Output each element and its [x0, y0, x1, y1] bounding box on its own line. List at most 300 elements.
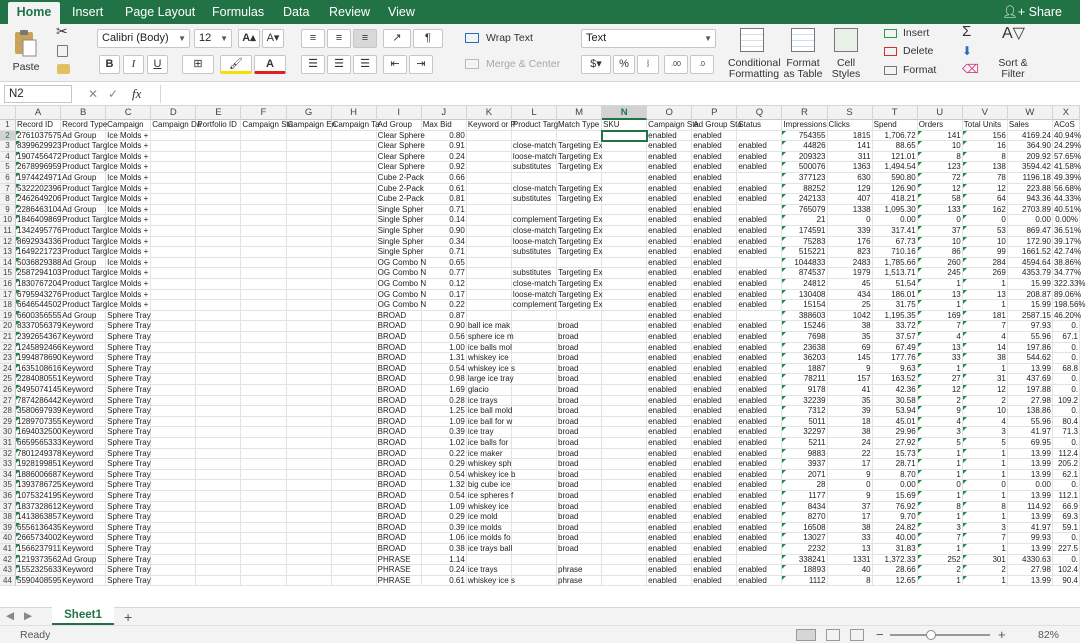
cell[interactable] — [196, 576, 241, 587]
cell[interactable] — [422, 555, 467, 566]
row-header[interactable]: 14 — [0, 258, 16, 269]
cell[interactable] — [692, 237, 737, 248]
cell[interactable] — [1053, 480, 1080, 491]
cell[interactable] — [918, 321, 963, 332]
cell[interactable] — [963, 311, 1008, 322]
cell[interactable] — [332, 247, 377, 258]
cell[interactable] — [782, 353, 827, 364]
cell[interactable] — [602, 300, 647, 311]
cell[interactable] — [241, 205, 286, 216]
cell[interactable] — [1053, 173, 1080, 184]
column-title[interactable] — [467, 120, 516, 131]
cell[interactable] — [422, 162, 467, 173]
cell[interactable] — [422, 449, 467, 460]
column-title[interactable] — [512, 120, 557, 131]
cell[interactable] — [873, 555, 918, 566]
cell[interactable] — [287, 555, 332, 566]
cell[interactable] — [241, 300, 286, 311]
cell[interactable] — [241, 226, 286, 237]
cell[interactable] — [16, 162, 61, 173]
row-header[interactable]: 13 — [0, 247, 16, 258]
cell[interactable] — [241, 215, 286, 226]
cell[interactable] — [1008, 449, 1053, 460]
cell[interactable] — [963, 184, 1008, 195]
cell[interactable] — [106, 353, 151, 364]
column-header-s[interactable]: S — [828, 106, 873, 120]
cell[interactable] — [602, 374, 647, 385]
cell[interactable] — [692, 449, 737, 460]
cell[interactable] — [16, 194, 61, 205]
cell[interactable] — [828, 184, 873, 195]
cell[interactable] — [647, 512, 692, 523]
cell[interactable] — [241, 152, 286, 163]
cell[interactable] — [963, 194, 1008, 205]
cell[interactable] — [828, 247, 873, 258]
column-title[interactable] — [963, 120, 1008, 131]
cell[interactable] — [467, 215, 512, 226]
cell[interactable] — [737, 247, 782, 258]
cell[interactable] — [918, 438, 963, 449]
cell[interactable] — [106, 385, 151, 396]
cell[interactable] — [332, 449, 377, 460]
cell[interactable] — [196, 449, 241, 460]
cell[interactable] — [737, 162, 782, 173]
cell[interactable] — [692, 555, 737, 566]
cell[interactable] — [692, 162, 737, 173]
cell[interactable] — [106, 184, 151, 195]
cell[interactable] — [106, 417, 151, 428]
cell[interactable] — [241, 247, 286, 258]
cell[interactable] — [332, 417, 377, 428]
cell[interactable] — [1053, 247, 1080, 258]
cell[interactable] — [692, 141, 737, 152]
cell[interactable] — [61, 152, 106, 163]
cell[interactable] — [692, 300, 737, 311]
cell[interactable] — [332, 555, 377, 566]
cell[interactable] — [647, 533, 692, 544]
row-header[interactable]: 2 — [0, 131, 16, 142]
cell[interactable] — [647, 162, 692, 173]
cell[interactable] — [241, 332, 286, 343]
cell[interactable] — [1008, 427, 1053, 438]
cell[interactable] — [782, 512, 827, 523]
cell[interactable] — [963, 427, 1008, 438]
cell[interactable] — [1008, 364, 1053, 375]
cell[interactable] — [422, 300, 467, 311]
sort-filter-button[interactable] — [994, 25, 1032, 80]
cell[interactable] — [692, 396, 737, 407]
cell[interactable] — [963, 449, 1008, 460]
cell[interactable] — [828, 226, 873, 237]
cell[interactable] — [332, 544, 377, 555]
cell[interactable] — [467, 332, 512, 343]
cell[interactable] — [647, 321, 692, 332]
cell[interactable] — [602, 449, 647, 460]
cell[interactable] — [873, 417, 918, 428]
cell[interactable] — [557, 576, 602, 587]
cell[interactable] — [106, 533, 151, 544]
cell[interactable] — [873, 279, 918, 290]
cell[interactable] — [1053, 565, 1080, 576]
cell[interactable] — [692, 427, 737, 438]
cell[interactable] — [963, 512, 1008, 523]
cell[interactable] — [287, 173, 332, 184]
cell[interactable] — [512, 491, 557, 502]
cell[interactable] — [647, 332, 692, 343]
cell[interactable] — [963, 237, 1008, 248]
row-header[interactable]: 17 — [0, 290, 16, 301]
cell[interactable] — [737, 131, 782, 142]
cell[interactable] — [828, 353, 873, 364]
cell[interactable] — [467, 512, 512, 523]
cell[interactable] — [106, 194, 151, 205]
cell[interactable] — [692, 565, 737, 576]
italic-button[interactable]: I — [123, 55, 144, 74]
cell[interactable] — [918, 470, 963, 481]
row-header[interactable]: 15 — [0, 268, 16, 279]
cell[interactable] — [963, 279, 1008, 290]
cell[interactable] — [602, 459, 647, 470]
cell[interactable] — [737, 502, 782, 513]
cell[interactable] — [16, 480, 61, 491]
cell[interactable] — [782, 374, 827, 385]
cell[interactable] — [377, 215, 422, 226]
cell[interactable] — [196, 268, 241, 279]
cell[interactable] — [332, 470, 377, 481]
cell[interactable] — [287, 438, 332, 449]
cell[interactable] — [467, 544, 512, 555]
cell[interactable] — [467, 427, 512, 438]
cell[interactable] — [1008, 544, 1053, 555]
decrease-font-icon[interactable]: A▾ — [262, 29, 284, 48]
column-title[interactable] — [1053, 120, 1080, 131]
cell[interactable] — [512, 162, 557, 173]
cell[interactable] — [332, 215, 377, 226]
row-header[interactable]: 30 — [0, 427, 16, 438]
font-size-select[interactable] — [194, 29, 232, 48]
paste-button[interactable] — [8, 28, 44, 78]
cell[interactable] — [602, 427, 647, 438]
cell[interactable] — [602, 523, 647, 534]
cell[interactable] — [61, 470, 106, 481]
cell[interactable] — [873, 406, 918, 417]
column-title[interactable] — [873, 120, 918, 131]
cell[interactable] — [151, 237, 196, 248]
cell[interactable] — [467, 406, 512, 417]
cell[interactable] — [918, 512, 963, 523]
row-header[interactable]: 28 — [0, 406, 16, 417]
cell[interactable] — [332, 576, 377, 587]
decrease-indent-icon[interactable]: ⇤ — [383, 55, 407, 74]
cell[interactable] — [377, 237, 422, 248]
cell[interactable] — [828, 417, 873, 428]
column-title[interactable] — [692, 120, 742, 131]
cell[interactable] — [737, 321, 782, 332]
cell[interactable] — [1053, 374, 1080, 385]
cell[interactable] — [918, 427, 963, 438]
cell[interactable] — [963, 162, 1008, 173]
cell[interactable] — [151, 502, 196, 513]
cell[interactable] — [61, 565, 106, 576]
cell[interactable] — [873, 512, 918, 523]
row-header[interactable]: 35 — [0, 480, 16, 491]
cell[interactable] — [963, 491, 1008, 502]
cell[interactable] — [557, 343, 602, 354]
cell[interactable] — [1053, 470, 1080, 481]
column-header-d[interactable]: D — [151, 106, 196, 120]
cell[interactable] — [61, 321, 106, 332]
cell[interactable] — [782, 449, 827, 460]
cell[interactable] — [61, 364, 106, 375]
cell[interactable] — [377, 289, 427, 301]
cell[interactable] — [1053, 226, 1080, 237]
cell[interactable] — [873, 470, 918, 481]
cell[interactable] — [782, 268, 827, 279]
cell[interactable] — [16, 523, 61, 534]
cell[interactable] — [647, 237, 692, 248]
cell[interactable] — [1053, 237, 1080, 248]
cell[interactable] — [918, 406, 963, 417]
cell[interactable] — [873, 321, 918, 332]
cell[interactable] — [61, 194, 106, 205]
cell[interactable] — [241, 173, 286, 184]
cell[interactable] — [602, 406, 647, 417]
cell[interactable] — [422, 258, 467, 269]
font-name-select[interactable] — [97, 29, 190, 48]
cell[interactable] — [828, 491, 873, 502]
cell[interactable] — [16, 152, 61, 163]
cell[interactable] — [16, 353, 61, 364]
cell[interactable] — [287, 268, 332, 279]
cell[interactable] — [737, 491, 782, 502]
cell[interactable] — [61, 555, 106, 566]
cell[interactable] — [828, 141, 873, 152]
cell[interactable] — [467, 268, 512, 279]
cell[interactable] — [377, 480, 422, 491]
cell[interactable] — [512, 374, 557, 385]
cell[interactable] — [467, 396, 512, 407]
cell[interactable] — [602, 438, 647, 449]
cell[interactable] — [918, 576, 963, 587]
cell[interactable] — [196, 427, 241, 438]
cell[interactable] — [602, 332, 647, 343]
cell[interactable] — [287, 290, 332, 301]
cell[interactable] — [377, 151, 425, 163]
cell[interactable] — [602, 480, 647, 491]
cell[interactable] — [692, 226, 737, 237]
cell[interactable] — [918, 247, 963, 258]
cell[interactable] — [692, 279, 737, 290]
cell[interactable] — [557, 491, 602, 502]
cell[interactable] — [151, 343, 196, 354]
cell[interactable] — [196, 459, 241, 470]
cell[interactable] — [241, 141, 286, 152]
cell[interactable] — [241, 131, 286, 142]
cell[interactable] — [377, 533, 422, 544]
cell[interactable] — [828, 512, 873, 523]
cell[interactable] — [737, 512, 782, 523]
cell[interactable] — [1053, 438, 1080, 449]
cell[interactable] — [647, 343, 692, 354]
cell[interactable] — [151, 268, 196, 279]
row-header[interactable]: 44 — [0, 576, 16, 587]
column-header-w[interactable]: W — [1008, 106, 1053, 120]
cell[interactable] — [377, 555, 422, 566]
cell[interactable] — [873, 427, 918, 438]
cell[interactable] — [196, 353, 241, 364]
cell[interactable] — [332, 131, 377, 142]
cell[interactable] — [557, 427, 602, 438]
cell[interactable] — [963, 576, 1008, 587]
cell[interactable] — [918, 300, 963, 311]
decrease-decimal-icon[interactable]: .0 — [690, 55, 714, 74]
cell[interactable] — [918, 205, 963, 216]
cell[interactable] — [467, 523, 512, 534]
cell[interactable] — [512, 131, 557, 142]
cell[interactable] — [873, 184, 918, 195]
cell[interactable] — [918, 194, 963, 205]
cell[interactable] — [377, 470, 422, 481]
format-painter-icon[interactable] — [57, 64, 70, 74]
cell[interactable] — [1008, 194, 1053, 205]
cell[interactable] — [692, 131, 737, 142]
cell[interactable] — [647, 364, 692, 375]
cell[interactable] — [377, 364, 422, 375]
cell[interactable] — [61, 258, 106, 269]
cell[interactable] — [1008, 290, 1053, 301]
name-box[interactable]: N2 — [4, 85, 72, 103]
cell[interactable] — [241, 480, 286, 491]
cell[interactable] — [828, 194, 873, 205]
cell[interactable] — [918, 523, 963, 534]
cell[interactable] — [828, 279, 873, 290]
cell[interactable] — [16, 565, 61, 576]
cell[interactable] — [332, 480, 377, 491]
cell[interactable] — [828, 565, 873, 576]
row-header[interactable]: 25 — [0, 374, 16, 385]
cell[interactable] — [963, 385, 1008, 396]
cell[interactable] — [647, 470, 692, 481]
cell[interactable] — [782, 247, 827, 258]
tab-insert[interactable]: Insert — [72, 5, 104, 19]
cell[interactable] — [332, 438, 377, 449]
cell[interactable] — [557, 215, 602, 226]
column-header-a[interactable]: A — [16, 106, 61, 120]
cell[interactable] — [151, 226, 196, 237]
cell[interactable] — [287, 523, 332, 534]
cell[interactable] — [377, 141, 425, 152]
cell[interactable] — [61, 131, 106, 142]
cell[interactable] — [332, 194, 377, 205]
cell[interactable] — [512, 565, 557, 576]
cell[interactable] — [151, 374, 196, 385]
cell[interactable] — [16, 576, 61, 587]
cell[interactable] — [467, 374, 512, 385]
cell[interactable] — [241, 374, 286, 385]
column-title[interactable] — [151, 120, 202, 131]
cell[interactable] — [1053, 353, 1080, 364]
cell[interactable] — [782, 194, 827, 205]
cell[interactable] — [332, 184, 377, 195]
cell[interactable] — [422, 459, 467, 470]
cell[interactable] — [377, 512, 422, 523]
row-header[interactable]: 23 — [0, 353, 16, 364]
cell[interactable] — [467, 290, 512, 301]
cell[interactable] — [737, 226, 782, 237]
cell[interactable] — [557, 396, 602, 407]
cell[interactable] — [467, 205, 512, 216]
column-title[interactable] — [196, 120, 241, 131]
cell[interactable] — [557, 184, 602, 195]
cell[interactable] — [377, 173, 422, 184]
cell[interactable] — [737, 184, 782, 195]
cell[interactable] — [287, 406, 332, 417]
column-title[interactable] — [16, 120, 61, 131]
cell[interactable] — [287, 364, 332, 375]
cell[interactable] — [918, 364, 963, 375]
cell[interactable] — [241, 311, 286, 322]
cell[interactable] — [602, 162, 647, 173]
cell[interactable] — [196, 321, 241, 332]
cell[interactable] — [422, 247, 467, 258]
row-header[interactable]: 37 — [0, 502, 16, 513]
cell[interactable] — [287, 184, 332, 195]
cell[interactable] — [692, 417, 737, 428]
cell[interactable] — [557, 533, 602, 544]
cell[interactable] — [1008, 491, 1053, 502]
cell[interactable] — [737, 417, 782, 428]
cell[interactable] — [782, 523, 827, 534]
cell[interactable] — [61, 173, 106, 184]
cell[interactable] — [377, 130, 425, 142]
column-header-e[interactable]: E — [196, 106, 241, 120]
cell[interactable] — [512, 311, 557, 322]
cell[interactable] — [377, 502, 422, 513]
cell[interactable] — [106, 470, 151, 481]
cell[interactable] — [106, 141, 151, 152]
cell[interactable] — [918, 480, 963, 491]
fill-color-icon[interactable]: 🖌︎ — [220, 55, 252, 74]
cell[interactable] — [963, 226, 1008, 237]
cell[interactable] — [467, 555, 512, 566]
cell[interactable] — [918, 332, 963, 343]
cell[interactable] — [1053, 332, 1080, 343]
cell[interactable] — [963, 374, 1008, 385]
cell[interactable] — [377, 257, 427, 269]
row-header[interactable]: 1 — [0, 120, 16, 131]
cell[interactable] — [647, 491, 692, 502]
cell[interactable] — [602, 417, 647, 428]
cell[interactable] — [737, 438, 782, 449]
cell[interactable] — [467, 194, 512, 205]
column-title[interactable] — [422, 120, 467, 131]
cell[interactable] — [151, 173, 196, 184]
cell[interactable] — [782, 555, 827, 566]
cell[interactable] — [512, 353, 557, 364]
cell[interactable] — [467, 343, 512, 354]
cell[interactable] — [1008, 258, 1053, 269]
tab-formulas[interactable]: Formulas — [212, 5, 265, 19]
cell[interactable] — [196, 480, 241, 491]
cell[interactable] — [151, 194, 196, 205]
cell[interactable] — [151, 480, 196, 491]
cell[interactable] — [692, 247, 737, 258]
cell[interactable] — [828, 311, 873, 322]
cell[interactable] — [332, 152, 377, 163]
cell[interactable] — [557, 162, 602, 173]
cell[interactable] — [61, 268, 106, 279]
cell[interactable] — [647, 502, 692, 513]
